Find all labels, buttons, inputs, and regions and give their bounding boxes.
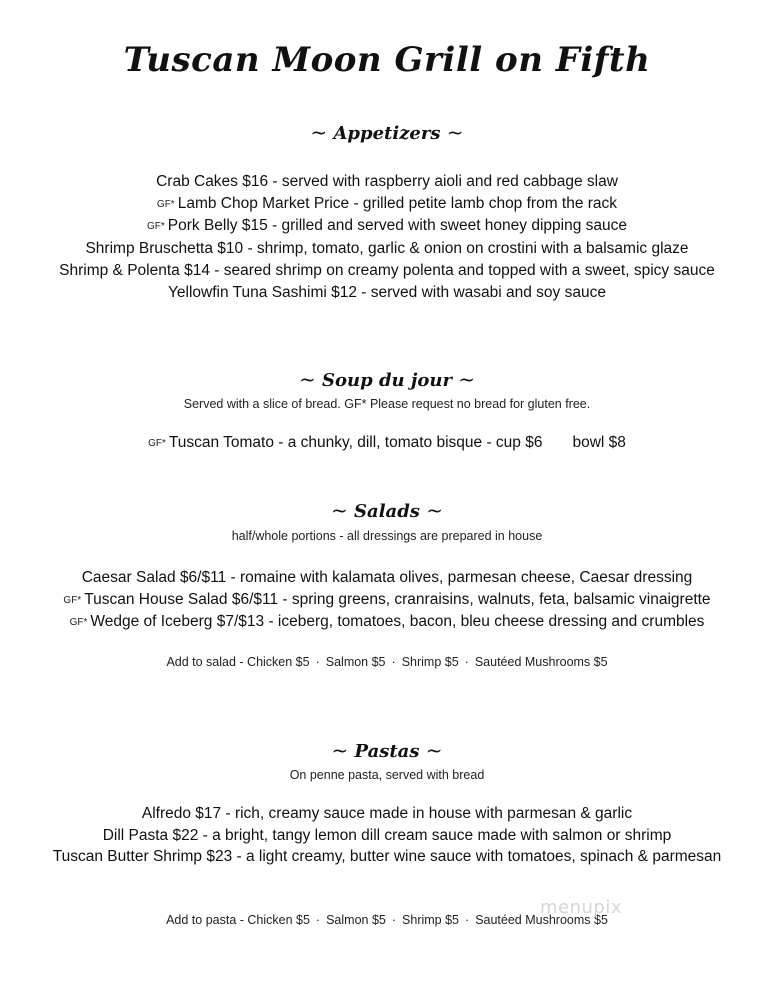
- gluten-free-mark: GF*: [148, 438, 166, 449]
- gluten-free-mark: GF*: [156, 198, 175, 210]
- soup-heading-label: Soup du jour: [322, 370, 452, 391]
- tilde-left: ~: [331, 498, 348, 522]
- gluten-free-mark: GF*: [69, 617, 88, 629]
- bowl-price: bowl $8: [572, 434, 626, 451]
- soup-list: [0, 432, 774, 455]
- menu-item: Tuscan Butter Shrimp $23 - a light creamy, butter wine sauce with tomatoes, spinach & parmesan: [52, 848, 722, 866]
- menu-item: Shrimp Bruschetta $10 - shrimp, tomato, garlic & onion on crostini with a balsamic glaze: [85, 240, 689, 258]
- menu-item: GF* Tuscan House Salad $6/$11 - spring greens, cranraisins, walnuts, feta, balsamic vinaigrette: [63, 590, 711, 608]
- pastas-note: On penne pasta, served with bread: [289, 768, 485, 782]
- tilde-left: ~: [298, 367, 316, 391]
- tilde-right: ~: [446, 120, 464, 144]
- pastas-heading-label: Pastas: [354, 741, 420, 762]
- pastas-heading: [0, 738, 774, 762]
- salads-list: [0, 567, 774, 634]
- salads-note: half/whole portions - all dressings are prepared in house: [231, 529, 543, 543]
- menu-item: GF* Pork Belly $15 - grilled and served with sweet honey dipping sauce: [146, 217, 627, 235]
- salad-addons: Add to salad - Chicken $5 · Salmon $5 · Shrimp $5 · Sautéed Mushrooms $5: [166, 655, 608, 669]
- menu-item: Shrimp & Polenta $14 - seared shrimp on creamy polenta and topped with a sweet, spicy sauce: [59, 261, 715, 279]
- tilde-left: ~: [310, 120, 328, 144]
- menu-item: Dill Pasta $22 - a bright, tangy lemon dill cream sauce made with salmon or shrimp: [102, 826, 672, 844]
- menu-item: Alfredo $17 - rich, creamy sauce made in house with parmesan & garlic: [141, 805, 633, 822]
- soup-heading: [0, 367, 774, 391]
- pastas-list: [0, 803, 774, 868]
- tilde-right: ~: [458, 367, 476, 391]
- appetizers-heading: [0, 120, 774, 144]
- appetizers-list: [0, 171, 774, 303]
- tilde-left: ~: [331, 738, 349, 762]
- salads-heading-label: Salads: [354, 501, 420, 522]
- tilde-right: ~: [426, 498, 443, 522]
- gluten-free-mark: GF*: [63, 594, 82, 606]
- menu-item: GF* Wedge of Iceberg $7/$13 - iceberg, tomatoes, bacon, bleu cheese dressing and crumbles: [69, 613, 705, 631]
- page-title: Tuscan Moon Grill on Fifth: [123, 40, 651, 80]
- menu-item: Caesar Salad $6/$11 - romaine with kalamata olives, parmesan cheese, Caesar dressing: [81, 569, 693, 586]
- pasta-addons: Add to pasta - Chicken $5 · Salmon $5 · Shrimp $5 · Sautéed Mushrooms $5: [166, 913, 608, 927]
- tilde-right: ~: [425, 738, 443, 762]
- gluten-free-mark: GF*: [146, 221, 165, 233]
- salads-heading: [0, 498, 774, 522]
- menu-item: Crab Cakes $16 - served with raspberry aioli and red cabbage slaw: [156, 173, 618, 190]
- watermark-logo: menupix: [540, 897, 623, 918]
- soup-note: Served with a slice of bread. GF* Please request no bread for gluten free.: [183, 397, 591, 411]
- menu-item: GF* Lamb Chop Market Price - grilled petite lamb chop from the rack: [156, 194, 618, 212]
- menu-item: Yellowfin Tuna Sashimi $12 - served with wasabi and soy sauce: [168, 283, 606, 301]
- menu-item: GF* Tuscan Tomato - a chunky, dill, tomato bisque - cup $6 bowl $8: [148, 434, 626, 451]
- appetizers-heading-label: Appetizers: [333, 123, 441, 144]
